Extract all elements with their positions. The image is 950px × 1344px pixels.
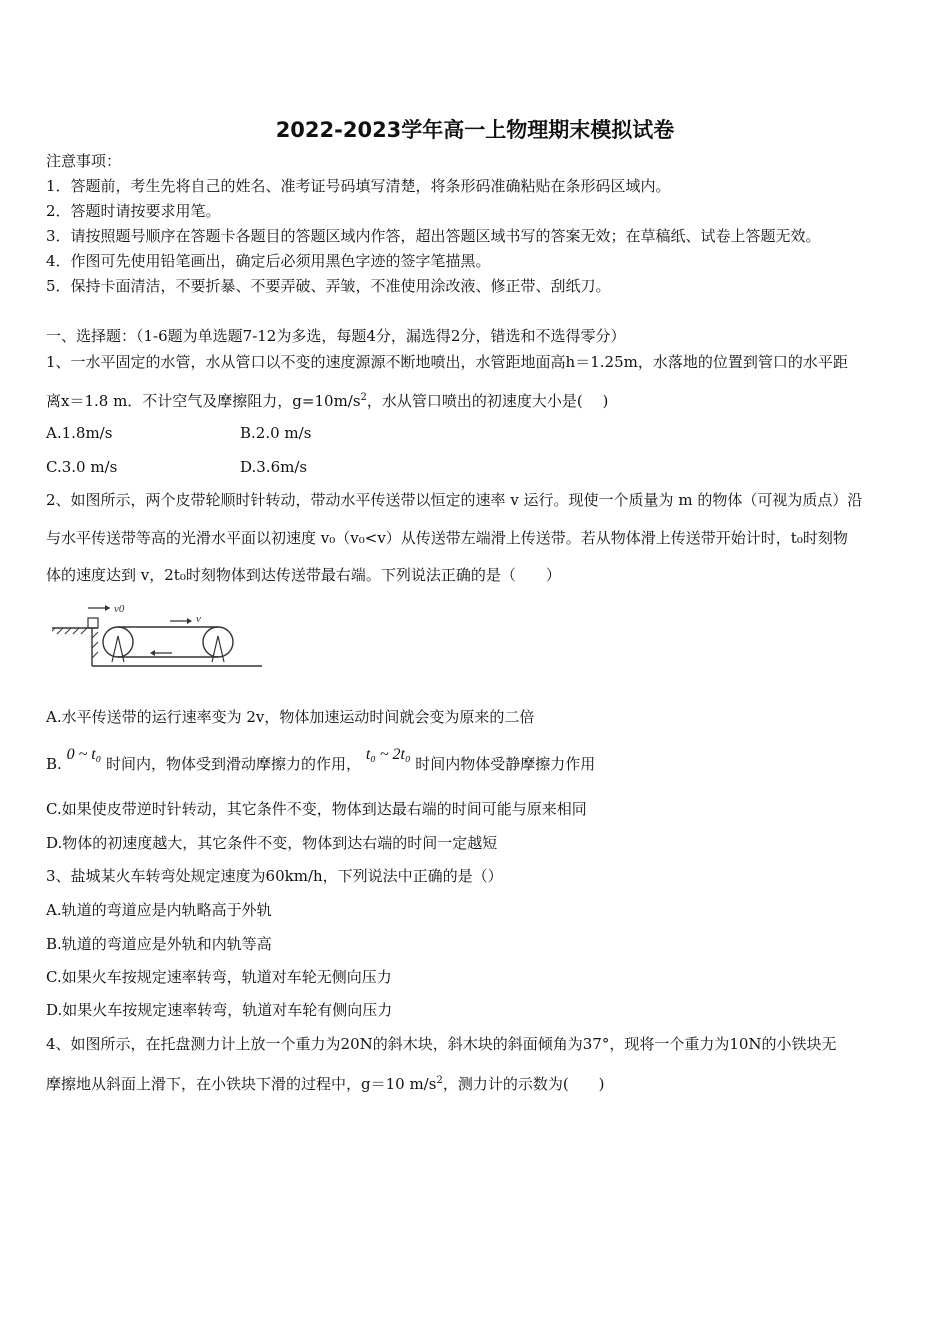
option-a: A.1.8m/s (46, 424, 113, 442)
question-3-stem: 3、盐城某火车转弯处规定速度为60km/h，下列说法中正确的是（） (46, 867, 503, 885)
time-interval-2: t₀ ~ 2t₀ (365, 746, 411, 763)
question-2-option-d: D.物体的初速度越大，其它条件不变，物体到达右端的时间一定越短 (46, 834, 498, 852)
notice-item: 1．答题前，考生先将自己的姓名、准考证号码填写清楚，将条形码准确粘贴在条形码区域内。 (46, 177, 671, 195)
question-2-line-2: 与水平传送带等高的光滑水平面以初速度 v₀（v₀<v）从传送带左端滑上传送带。若从物体滑上传送带开始计时，t₀时刻物 (46, 529, 848, 547)
time-interval-1: 0 ~ t₀ (66, 746, 102, 763)
option-b: B.2.0 m/s (240, 424, 312, 442)
notice-item: 3．请按照题号顺序在答题卡各题目的答题区域内作答，超出答题区域书写的答案无效；在草稿纸、试卷上答题无效。 (46, 227, 821, 245)
notice-item: 5．保持卡面清洁，不要折暴、不要弄破、弄皱，不准使用涂改液、修正带、刮纸刀。 (46, 277, 611, 295)
question-3-option-d: D.如果火车按规定速率转弯，轨道对车轮有侧向压力 (46, 1001, 393, 1019)
question-1-line-1: 1、一水平固定的水管，水从管口以不变的速度源源不断地喷出，水管距地面高h＝1.25m，水落地的位置到管口的水平距 (46, 353, 848, 371)
question-3-option-b: B.轨道的弯道应是外轨和内轨等高 (46, 935, 272, 953)
page-title: 2022-2023学年高一上物理期末模拟试卷 (275, 118, 675, 142)
initial-velocity-label: v0 (114, 603, 125, 615)
question-1-options-row-1 (46, 423, 312, 443)
conveyor-belt-diagram (52, 598, 266, 670)
question-4-line-1: 4、如图所示，在托盘测力计上放一个重力为20N的斜木块，斜木块的斜面倾角为37°，现将一个重力为10N的小铁块无 (46, 1035, 837, 1053)
belt-velocity-label: v (196, 613, 201, 625)
question-1-line-2: 离x＝1.8 m．不计空气及摩擦阻力，$g=10m/s^2$，水从管口喷出的初速度大小是( ) (46, 392, 609, 410)
notice-item: 4．作图可先使用铅笔画出，确定后必须用黑色字迹的签字笔描黑。 (46, 252, 491, 270)
option-c: C.3.0 m/s (46, 458, 118, 476)
question-2-line-1: 2、如图所示，两个皮带轮顺时针转动，带动水平传送带以恒定的速率 v 运行。现使一个质量为 m 的物体（可视为质点）沿 (46, 491, 863, 509)
option-d: D.3.6m/s (240, 458, 308, 476)
question-2-option-b: B. 0 ~ t₀ 时间内，物体受到滑动摩擦力的作用， t₀ ~ 2t₀ 时间内物体受静摩擦力作用 (46, 746, 596, 773)
question-4-line-2: 摩擦地从斜面上滑下，在小铁块下滑的过程中，g＝10 $m/s^2$，测力计的示数为( ) (46, 1075, 605, 1093)
question-2-line-3: 体的速度达到 v，2t₀时刻物体到达传送带最右端。下列说法正确的是（ ） (46, 566, 561, 584)
question-3-option-c: C.如果火车按规定速率转弯，轨道对车轮无侧向压力 (46, 968, 392, 986)
question-2-option-c: C.如果使皮带逆时针转动，其它条件不变，物体到达最右端的时间可能与原来相同 (46, 800, 587, 818)
notice-item: 2．答题时请按要求用笔。 (46, 202, 221, 220)
section-header: 一、选择题：（1-6题为单选题7-12为多选，每题4分，漏选得2分，错选和不选得零分） (46, 327, 626, 345)
question-1-options-row-2 (46, 457, 308, 477)
question-2-option-a: A.水平传送带的运行速率变为 2v，物体加速运动时间就会变为原来的二倍 (46, 708, 535, 726)
notice-heading: 注意事项： (46, 152, 122, 170)
question-3-option-a: A.轨道的弯道应是内轨略高于外轨 (46, 901, 272, 919)
